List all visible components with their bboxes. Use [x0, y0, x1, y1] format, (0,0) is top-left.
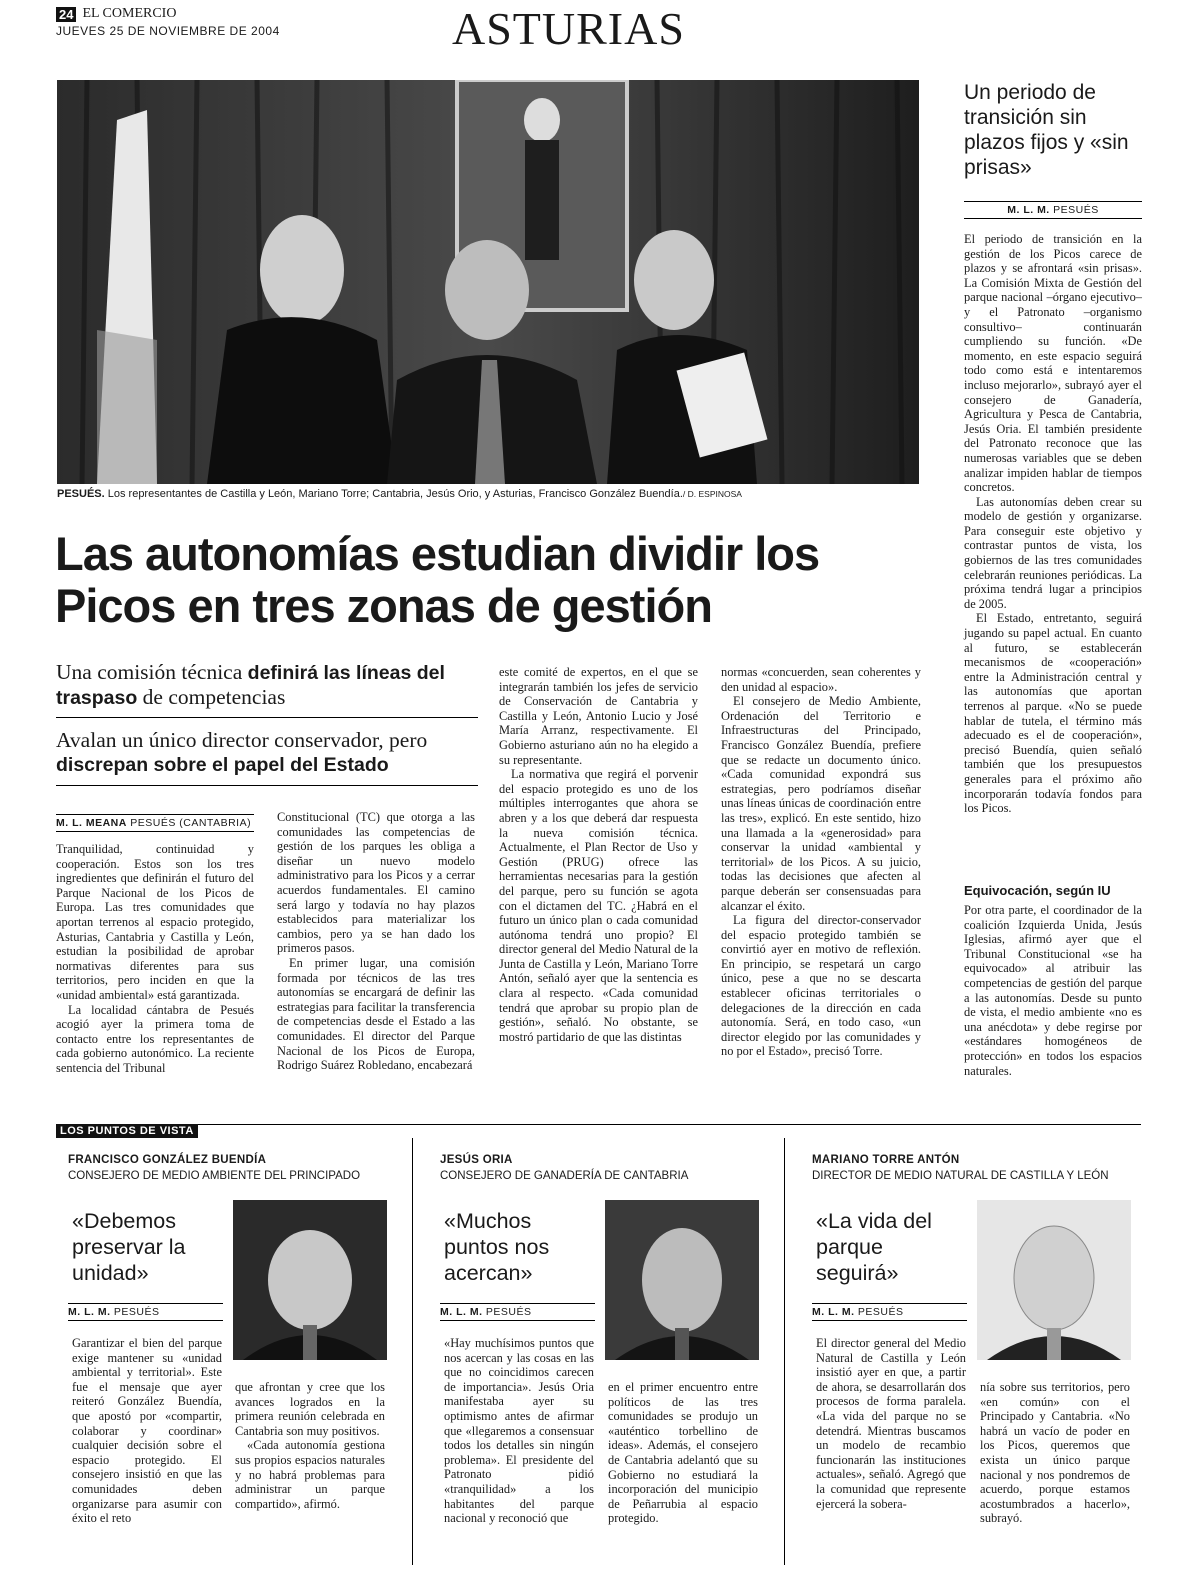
viewpoint-column-b — [608, 1380, 758, 1526]
sidebar-byline — [964, 201, 1142, 219]
byline-author: M. L. M. — [812, 1306, 855, 1318]
paragraph: «Cada autonomía gestiona sus propios espacios naturales y no habrá problemas para administrar un parque compartido», afirmó. — [235, 1438, 385, 1511]
viewpoint-quote: «Debemos preservar la unidad» — [72, 1209, 186, 1285]
viewpoints-label: LOS PUNTOS DE VISTA — [56, 1124, 198, 1138]
sidebar-body-2 — [964, 903, 1142, 1078]
column-divider — [412, 1138, 413, 1565]
viewpoint-role: CONSEJERO DE MEDIO AMBIENTE DEL PRINCIPADO — [68, 1170, 361, 1182]
byline-author: M. L. M. — [440, 1306, 483, 1318]
paragraph: La normativa que regirá el porvenir del espacio protegido es uno de los múltiples interrogantes que ahora se abren y a los que deberá dar respuesta la nueva comisión técnica. Actualmente, el Plan Rector de Uso y Gestión (PRUG) ofrece las herramientas necesarias para la gestión del parque, pero su función se agota con el dictamen del TC. ¿Habrá en el futuro un único plan o cada comunidad autónoma tendrá uno propio? El director general del Medio Natural de la Junta de Castilla y León, Mariano Torre Antón, señaló ayer que la sentencia es clara al respecto. «Cada comunidad tendrá que aprobar su propio plan de gestión», señaló. No obstante, se mostró partidario de que las distintas — [499, 767, 698, 1044]
issue-date: JUEVES 25 DE NOVIEMBRE DE 2004 — [56, 24, 280, 38]
paragraph: En primer lugar, una comisión formada por técnicos de las tres autonomías se encargará de definir las estrategias para facilitar la transferencia de competencias desde el Estado a las comunidades. El director del Parque Nacional de los Picos de Europa, Rodrigo Suárez Robledano, encabezará — [277, 955, 475, 1073]
caption-lead: PESUÉS. — [57, 488, 105, 500]
subheadline-1 — [56, 660, 478, 710]
viewpoint-role: DIRECTOR DE MEDIO NATURAL DE CASTILLA Y LEÓN — [812, 1170, 1109, 1182]
viewpoint-column-a — [72, 1336, 222, 1526]
paragraph: El director general del Medio Natural de Castilla y León insistió ayer en que, a partir de ahora, se desarrollarán dos procesos de forma paralela. «La vida del parque no se detendrá. Mientras buscamos un modelo de recambio funcionarán las instituciones actuales», señaló. Agregó que la comunidad que represente ejercerá la sobera- — [816, 1336, 966, 1511]
viewpoint-name: MARIANO TORRE ANTÓN — [812, 1154, 960, 1166]
subheadline-1-b: definirá las líneas del traspaso — [56, 662, 445, 709]
paragraph: que afrontan y cree que los avances logrados en la primera reunión celebrada en Cantabria son muy positivos. — [235, 1380, 385, 1438]
article-column-4 — [721, 665, 921, 1059]
byline-author: M. L. MEANA — [56, 817, 127, 829]
main-photo-illustration — [57, 80, 919, 484]
main-photo — [57, 80, 919, 484]
viewpoint-portrait — [233, 1200, 387, 1360]
viewpoint-column-b — [980, 1380, 1130, 1526]
divider — [56, 785, 478, 786]
section-title: ASTURIAS — [452, 3, 685, 54]
byline-author: M. L. M. — [1007, 204, 1050, 216]
article-column-2 — [277, 810, 475, 1073]
divider — [56, 717, 478, 718]
page-number: 24 — [56, 7, 76, 22]
byline-place: PESUÉS — [110, 1306, 160, 1318]
paragraph: Tranquilidad, continuidad y cooperación. Estos son los tres ingredientes que definirán el futuro del Parque Nacional de los Picos de Europa. Las tres comunidades que aportan terrenos al espacio protegido, Asturias, Cantabria y Castilla y León, estudian la posibilidad de aprobar normativas diferentes para sus territorios, pero inciden en que la «unidad ambiental» está garantizada. — [56, 842, 254, 1002]
viewpoint-byline — [440, 1303, 595, 1321]
viewpoint-role: CONSEJERO DE GANADERÍA DE CANTABRIA — [440, 1170, 689, 1182]
caption-text: Los representantes de Castilla y León, Mariano Torre; Cantabria, Jesús Orio, y Asturias, Francisco González Buendía. — [104, 488, 683, 500]
viewpoint-name: FRANCISCO GONZÁLEZ BUENDÍA — [68, 1154, 267, 1166]
viewpoint-column-b — [235, 1380, 385, 1511]
byline-place: PESUÉS (CANTABRIA) — [126, 817, 252, 829]
article-column-1 — [56, 842, 254, 1076]
sidebar-headline: Un periodo de transición sin plazos fijos y «sin prisas» — [964, 81, 1129, 179]
paragraph: Constitucional (TC) que otorga a las comunidades las competencias de gestión de los parques les obliga a diseñar un nuevo modelo administrativo para los Picos y a cerrar acuerdos fundamentales. El camino será largo y todavía no hay plazos establecidos para materializar los cambios, pero ya se han dado los primeros pasos. — [277, 810, 475, 956]
paragraph: «Hay muchísimos puntos que nos acercan y las cosas en las que no coincidimos carecen de importancia». Jesús Oria manifestaba ayer su optimismo antes de afirmar que «llegaremos a consensuar todos los detalles sin ningún problema». El presidente del Patronato pidió «tranquilidad» a los habitantes del parque nacional y reconoció que — [444, 1336, 594, 1526]
paragraph: normas «concuerden, sean coherentes y den unidad al espacio». — [721, 665, 921, 694]
paragraph: en el primer encuentro entre políticos de las tres comunidades se produjo un «auténtico torbellino de ideas». Además, el consejero de Cantabria adelantó que su Gobierno no estudiará la incorporación del municipio de Peñarrubia al espacio protegido. — [608, 1380, 758, 1526]
portrait-illustration — [977, 1200, 1131, 1360]
subheadline-2-a: Avalan un único director conservador, pero — [56, 728, 428, 752]
column-divider — [784, 1138, 785, 1565]
subheadline-1-c: de competencias — [137, 685, 286, 709]
article-column-3 — [499, 665, 698, 1044]
paragraph: La localidad cántabra de Pesués acogió ayer la primera toma de contacto entre los representantes de cada gobierno autonómico. La reciente sentencia del Tribunal — [56, 1002, 254, 1075]
byline-place: PESUÉS — [1049, 204, 1099, 216]
photo-credit: / D. ESPINOSA — [682, 489, 742, 499]
paragraph: este comité de expertos, en el que se integrarán también los jefes de servicio de Conservación de Cantabria y Castilla y León, Antonio Lucio y José María Arranz, respectivamente. El Gobierno asturiano aún no ha elegido a su representante. — [499, 665, 698, 767]
viewpoint-column-a — [816, 1336, 966, 1511]
paragraph: El consejero de Medio Ambiente, Ordenación del Territorio e Infraestructuras del Principado, Francisco González Buendía, prefiere que se redacte un documento único. «Cada comunidad expondrá sus estrategias, pero podríamos diseñar unas líneas únicas de coordinación entre las tres», explicó. En este sentido, hizo una llamada a la «generosidad» para conservar la unidad «ambiental y territorial» de los Picos. A su juicio, todas las decisiones que afecten al parque deberán ser consensuadas para alcanzar el éxito. — [721, 694, 921, 913]
paragraph: El periodo de transición en la gestión de los Picos carece de plazos y se afrontará «sin prisas». La Comisión Mixta de Gestión del parque nacional –órgano ejecutivo– y el Patronato –organismo consultivo– continuarán cumpliendo su función. «De momento, en este espacio seguirá todo como está e intentaremos incluso mejorarlo», subrayó ayer el consejero de Ganadería, Agricultura y Pesca de Cantabria, Jesús Oria. El también presidente del Patronato reconoce que las numerosas variables que se deben analizar impiden hablar de tiempos concretos. — [964, 232, 1142, 495]
sidebar-subhead: Equivocación, según IU — [964, 883, 1111, 898]
viewpoint-name: JESÚS ORIA — [440, 1154, 513, 1166]
viewpoint-byline — [812, 1303, 967, 1321]
byline-author: M. L. M. — [68, 1306, 111, 1318]
viewpoint-quote: «La vida del parque seguirá» — [816, 1209, 932, 1285]
viewpoint-quote: «Muchos puntos nos acercan» — [444, 1209, 550, 1285]
byline-place: PESUÉS — [854, 1306, 904, 1318]
viewpoint-byline — [68, 1303, 223, 1321]
paragraph: La figura del director-conservador del espacio protegido también se convirtió ayer en motivo de reflexión. En principio, se respetará un cargo único, pese a que no se descarta establecer oficinas territoriales o delegaciones de la dirección en cada autonomía. Será, en todo caso, «un director elegido por las comunidades y no por el Estado», precisó Torre. — [721, 913, 921, 1059]
page-header — [56, 6, 176, 22]
paragraph: nía sobre sus territorios, pero «en común» con el Principado y Cantabria. «No habrá un vacío de poder en los Picos, queremos que exista un único parque nacional y nos pondremos de acuerdo, porque estamos acostumbrados a hacerlo», subrayó. — [980, 1380, 1130, 1526]
article-byline — [56, 814, 254, 832]
viewpoint-portrait — [605, 1200, 759, 1360]
sidebar-body — [964, 232, 1142, 816]
subheadline-2-b: discrepan sobre el papel del Estado — [56, 754, 389, 776]
portrait-illustration — [233, 1200, 387, 1360]
photo-caption — [57, 488, 919, 500]
paragraph: Garantizar el bien del parque exige mantener su «unidad ambiental y territorial». Este fue el mensaje que ayer reiteró González Buendía, que apostó por «compartir, colaborar y coordinar» cualquier decisión sobre el espacio protegido. El consejero insistió en que las comunidades deben organizarse para asumir con éxito el reto — [72, 1336, 222, 1526]
main-headline: Las autonomías estudian dividir los Picos en tres zonas de gestión — [55, 527, 820, 632]
paragraph: Las autonomías deben crear su modelo de gestión y organizarse. Para conseguir este objetivo y contrastar puntos de vista, los gobiernos de las tres comunidades celebrarán reuniones periódicas. La próxima tendrá lugar a principios de 2005. — [964, 494, 1142, 611]
subheadline-2 — [56, 728, 478, 777]
viewpoint-column-a — [444, 1336, 594, 1526]
viewpoints-rule — [56, 1124, 1141, 1125]
newspaper-name: EL COMERCIO — [82, 6, 177, 21]
paragraph: El Estado, entretanto, seguirá jugando su papel actual. En cuanto al futuro, se establecerán mecanismos de «cooperación» entre la Administración central y las autonomías que aportan terrenos al parque. «No se puede hablar de tutela, el término más adecuado es el de cooperación», precisó Buendía, quien señaló también que los presupuestos generales para el próximo año incorporarán todavía fondos para los Picos. — [964, 611, 1142, 816]
portrait-illustration — [605, 1200, 759, 1360]
viewpoint-portrait — [977, 1200, 1131, 1360]
subheadline-1-a: Una comisión técnica — [56, 660, 248, 684]
paragraph: Por otra parte, el coordinador de la coalición Izquierda Unida, Jesús Iglesias, afirmó ayer que el Tribunal Constitucional «se ha equivocado» al atribuir las competencias de gestión del parque a las autonomías. Desde su punto de vista, el medio ambiente «no es una anécdota» y debe regirse por «estándares homogéneos de protección» en todos los espacios naturales. — [964, 903, 1142, 1078]
byline-place: PESUÉS — [482, 1306, 532, 1318]
